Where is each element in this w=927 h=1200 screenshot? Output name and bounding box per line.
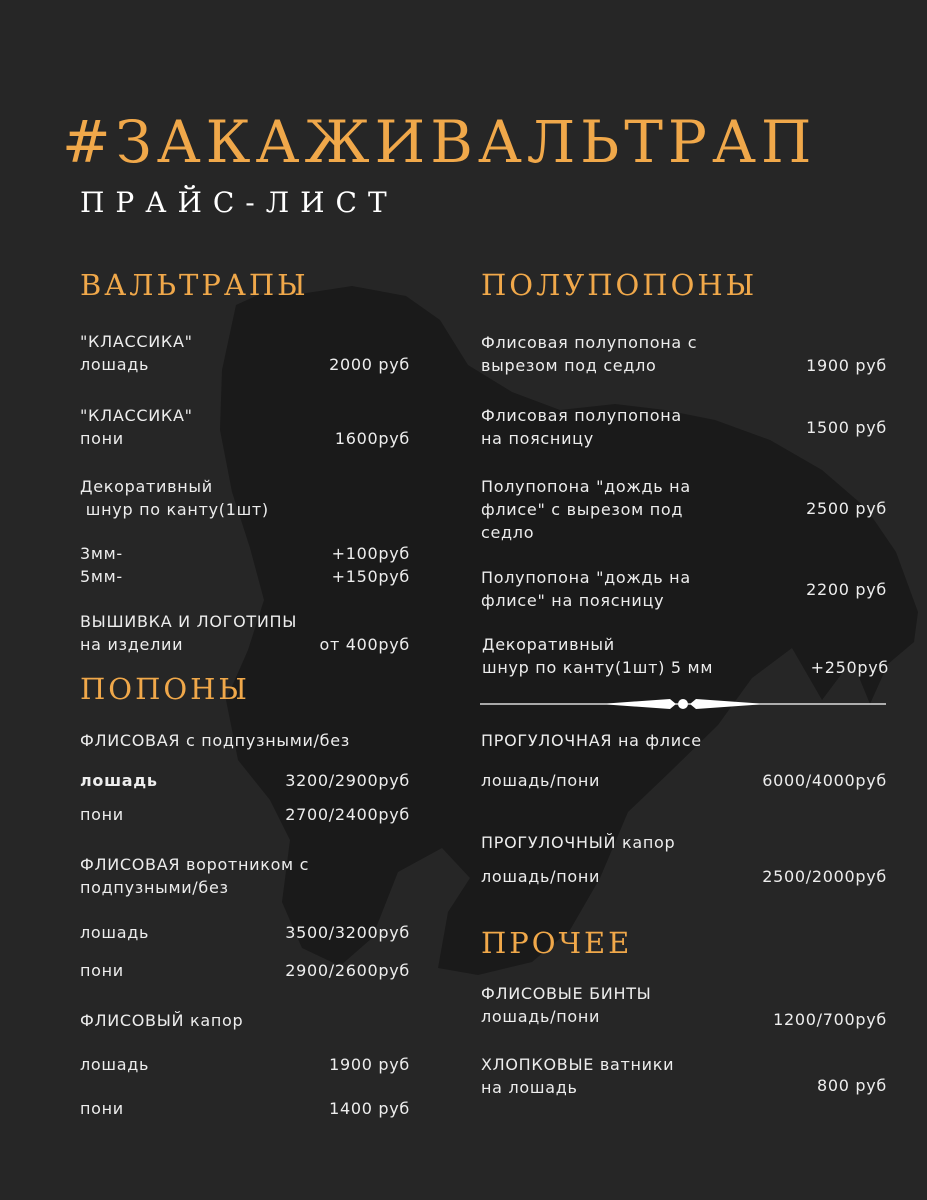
item-price: от 400руб	[319, 635, 410, 654]
row-label: лошадь	[80, 923, 150, 942]
item-name: на поясницу	[481, 429, 594, 448]
row-label: лошадь/пони	[481, 771, 601, 790]
item-name: пони	[80, 429, 124, 448]
item-price: 2200 руб	[806, 580, 887, 599]
item-name: флисе" на поясницу	[481, 591, 665, 610]
item-name: Полупопона "дождь на	[481, 477, 691, 496]
section-heading-valtrapy: ВАЛЬТРАПЫ	[80, 268, 309, 302]
item-price: 800 руб	[816, 1076, 887, 1095]
group-title: ПРОГУЛОЧНЫЙ капор	[481, 833, 676, 852]
row-label: пони	[80, 1099, 124, 1118]
group-title: ПРОГУЛОЧНАЯ на флисе	[481, 731, 702, 750]
item-price: 2500 руб	[806, 499, 887, 518]
item-price: 1600руб	[334, 429, 410, 448]
item-name: Декоративный	[482, 635, 615, 654]
item-name: Флисовая полупопона	[481, 406, 682, 425]
row-label: пони	[80, 961, 124, 980]
section-heading-popony: ПОПОНЫ	[80, 672, 250, 706]
row-price: 2500/2000руб	[762, 867, 887, 886]
item-name: Флисовая полупопона с	[481, 333, 698, 352]
item-name: ВЫШИВКА И ЛОГОТИПЫ	[80, 612, 298, 631]
item-name: на лошадь	[481, 1078, 578, 1097]
item-name: 3мм-	[80, 544, 123, 563]
item-name: "КЛАССИКА"	[80, 406, 193, 425]
row-label: лошадь	[80, 1055, 150, 1074]
item-name: Полупопона "дождь на	[481, 568, 691, 587]
item-name: шнур по канту(1шт)	[80, 500, 269, 519]
section-heading-polupopony: ПОЛУПОПОНЫ	[481, 268, 758, 302]
row-price: 3200/2900руб	[285, 771, 410, 790]
row-label: пони	[80, 805, 124, 824]
row-price: 1900 руб	[329, 1055, 410, 1074]
row-price: 1400 руб	[329, 1099, 410, 1118]
item-name: на изделии	[80, 635, 184, 654]
item-name: Декоративный	[80, 477, 213, 496]
item-price: 1900 руб	[806, 356, 887, 375]
group-title: ФЛИСОВАЯ с подпузными/без	[80, 731, 350, 750]
item-name: ХЛОПКОВЫЕ ватники	[481, 1055, 675, 1074]
item-name: шнур по канту(1шт) 5 мм	[482, 658, 714, 677]
section-heading-prochee: ПРОЧЕЕ	[481, 926, 633, 960]
group-title: ФЛИСОВАЯ воротником с	[80, 855, 310, 874]
item-name: вырезом под седло	[481, 356, 657, 375]
item-price: +150руб	[331, 567, 410, 586]
row-label: лошадь	[80, 771, 158, 790]
item-price: +100руб	[331, 544, 410, 563]
item-name: флисе" с вырезом под	[481, 500, 684, 519]
item-name: лошадь	[80, 355, 150, 374]
item-name: "КЛАССИКА"	[80, 332, 193, 351]
group-title: подпузными/без	[80, 878, 229, 897]
item-price: +250руб	[810, 658, 889, 677]
item-name: седло	[481, 523, 535, 542]
row-price: 6000/4000руб	[762, 771, 887, 790]
item-name: ФЛИСОВЫЕ БИНТЫ	[481, 984, 652, 1003]
item-price: 1200/700руб	[773, 1010, 887, 1029]
page-title: #ЗАКАЖИВАЛЬТРАП	[62, 108, 817, 176]
item-name: лошадь/пони	[481, 1007, 601, 1026]
row-label: лошадь/пони	[481, 867, 601, 886]
row-price: 2700/2400руб	[285, 805, 410, 824]
row-price: 3500/3200руб	[285, 923, 410, 942]
item-price: 1500 руб	[806, 418, 887, 437]
page-subtitle: ПРАЙС-ЛИСТ	[80, 186, 398, 219]
row-price: 2900/2600руб	[285, 961, 410, 980]
ornament-divider	[480, 692, 886, 716]
item-name: 5мм-	[80, 567, 123, 586]
group-title: ФЛИСОВЫЙ капор	[80, 1011, 244, 1030]
item-price: 2000 руб	[329, 355, 410, 374]
